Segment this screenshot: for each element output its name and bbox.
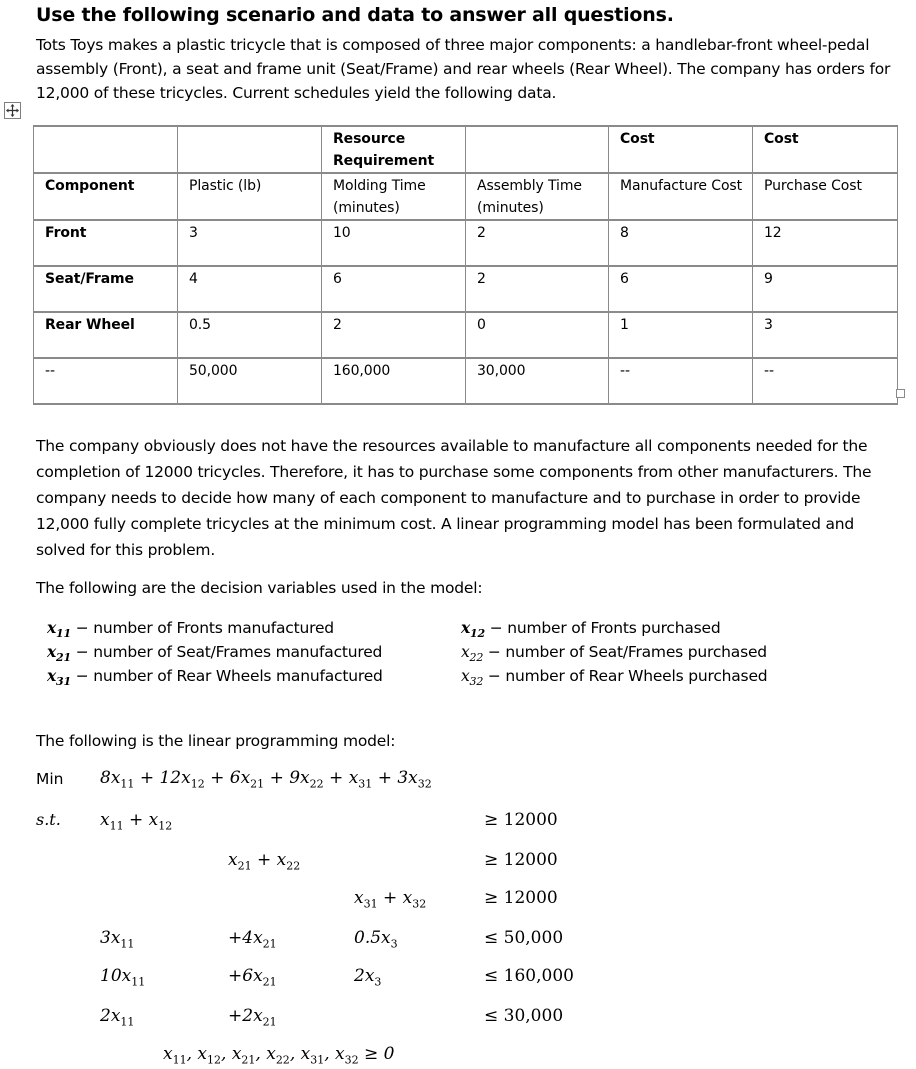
constraint-rhs: ≤ 160,000 [484,966,574,986]
decision-var-symbol: $x_{11}$ [47,618,71,641]
decision-var-symbol: $x_{21}$ [47,642,71,665]
decision-var-desc: − number of Fronts purchased [484,619,721,637]
table-cell: 1 [609,312,753,358]
constraint-seat-frame: $x_{21} + x_{22}$ [228,850,301,873]
group-header-cell [34,126,178,173]
column-header-cell: Purchase Cost [753,173,898,220]
decision-var-symbol: $x_{22}$ [461,643,484,665]
table-cell: 9 [753,266,898,312]
table-cell: 30,000 [466,358,609,404]
table-cell: 12 [753,220,898,266]
table-cell: 3 [753,312,898,358]
decision-var-symbol: $x_{32}$ [461,667,484,689]
table-cell: 2 [466,266,609,312]
constraint-assembly-term: $+2x_{21}$ [228,1006,277,1029]
column-header-cell: Molding Time (minutes) [322,173,466,220]
decision-var-desc: − number of Fronts manufactured [70,619,334,637]
table-cell: 6 [609,266,753,312]
constraint-assembly-term: $2x_{11}$ [100,1006,135,1029]
constraint-plastic-term: $+4x_{21}$ [228,928,277,951]
table-cell: -- [34,358,178,404]
table-cell: 0 [466,312,609,358]
min-label: Min [36,770,64,788]
decision-var-desc: − number of Seat/Frames manufactured [70,643,383,661]
intro-paragraph: Tots Toys makes a plastic tricycle that is composed of three major components: a handlebar-front wheel-pedal assembly (Front), a seat and frame unit (Seat/Frame) and rear wheels (Rear Wheel). The company has orders for 12,000 of these tricycles. Current schedules yield the following data. [36,36,891,102]
table-cell: -- [609,358,753,404]
constraint-molding-term: $+6x_{21}$ [228,966,277,989]
decision-var-desc: − number of Rear Wheels manufactured [70,667,383,685]
constraint-molding-term: $2x_3$ [354,966,382,989]
body-paragraph: The following is the linear programming model: [36,732,396,750]
decision-var-symbol: $x_{12}$ [461,618,485,641]
nonnegativity-constraint: $x_{11}$, $x_{12}$, $x_{21}$, $x_{22}$, $x_{31}$, $x_{32} \ge 0$ [163,1044,395,1067]
constraint-front: $x_{11} + x_{12}$ [100,810,173,833]
table-cell: 50,000 [178,358,322,404]
constraint-rhs: ≤ 50,000 [484,928,564,948]
table-resize-handle[interactable] [896,389,905,398]
objective-function: $8x_{11} + 12x_{12} + 6x_{21} + 9x_{22} + x_{31} + 3x_{32}$ [100,768,432,791]
decision-var-desc: − number of Rear Wheels purchased [483,667,768,685]
constraint-plastic-term: $3x_{11}$ [100,928,135,951]
table-cell: 3 [178,220,322,266]
column-header-cell: Assembly Time (minutes) [466,173,609,220]
table-cell: 2 [322,312,466,358]
table-cell: 2 [466,220,609,266]
body-paragraph: The following are the decision variables used in the model: [36,579,483,597]
table-move-handle-icon[interactable] [4,102,21,119]
st-label: s.t. [36,810,61,829]
group-header-cell [178,126,322,173]
table-cell: Seat/Frame [34,266,178,312]
table-cell: 10 [322,220,466,266]
decision-var-desc: − number of Seat/Frames purchased [483,643,767,661]
column-header-cell: Component [34,173,178,220]
constraint-plastic-term: $0.5x_3$ [354,928,398,951]
data-table [33,125,898,405]
constraint-rear-wheel: $x_{31} + x_{32}$ [354,888,427,911]
table-cell: 160,000 [322,358,466,404]
decision-var-item [461,664,767,694]
constraint-molding-term: $10x_{11}$ [100,966,146,989]
constraint-rhs: ≥ 12000 [484,810,558,830]
table-cell: Rear Wheel [34,312,178,358]
group-header-cell: Resource Requirement [322,126,466,173]
table-cell: 6 [322,266,466,312]
page-heading: Use the following scenario and data to answer all questions. [36,4,674,26]
body-paragraph: The company obviously does not have the resources available to manufacture all components needed for the completion of 12000 tricycles. Therefore, it has to purchase some components from other manufacturers. The company needs to decide how many of each component to manufacture and to purchase in order to provide 12,000 fully complete tricycles at the minimum cost. A linear programming model has been formulated and solved for this problem. [36,437,872,559]
table-cell: 0.5 [178,312,322,358]
table-cell: -- [753,358,898,404]
constraint-rhs: ≥ 12000 [484,888,558,908]
constraint-rhs: ≤ 30,000 [484,1006,564,1026]
table-cell: Front [34,220,178,266]
column-header-cell: Plastic (lb) [178,173,322,220]
group-header-cell: Cost [609,126,753,173]
decision-var-symbol: $x_{31}$ [47,666,71,689]
decision-var-item [47,664,383,694]
group-header-cell: Cost [753,126,898,173]
table-group-header-row [34,126,898,173]
table-column-header-row [34,173,898,220]
table-row [34,312,898,358]
table-row [34,358,898,404]
table-row [34,266,898,312]
constraint-rhs: ≥ 12000 [484,850,558,870]
group-header-cell [466,126,609,173]
table-cell: 8 [609,220,753,266]
table-cell: 4 [178,266,322,312]
column-header-cell: Manufacture Cost [609,173,753,220]
table-row [34,220,898,266]
